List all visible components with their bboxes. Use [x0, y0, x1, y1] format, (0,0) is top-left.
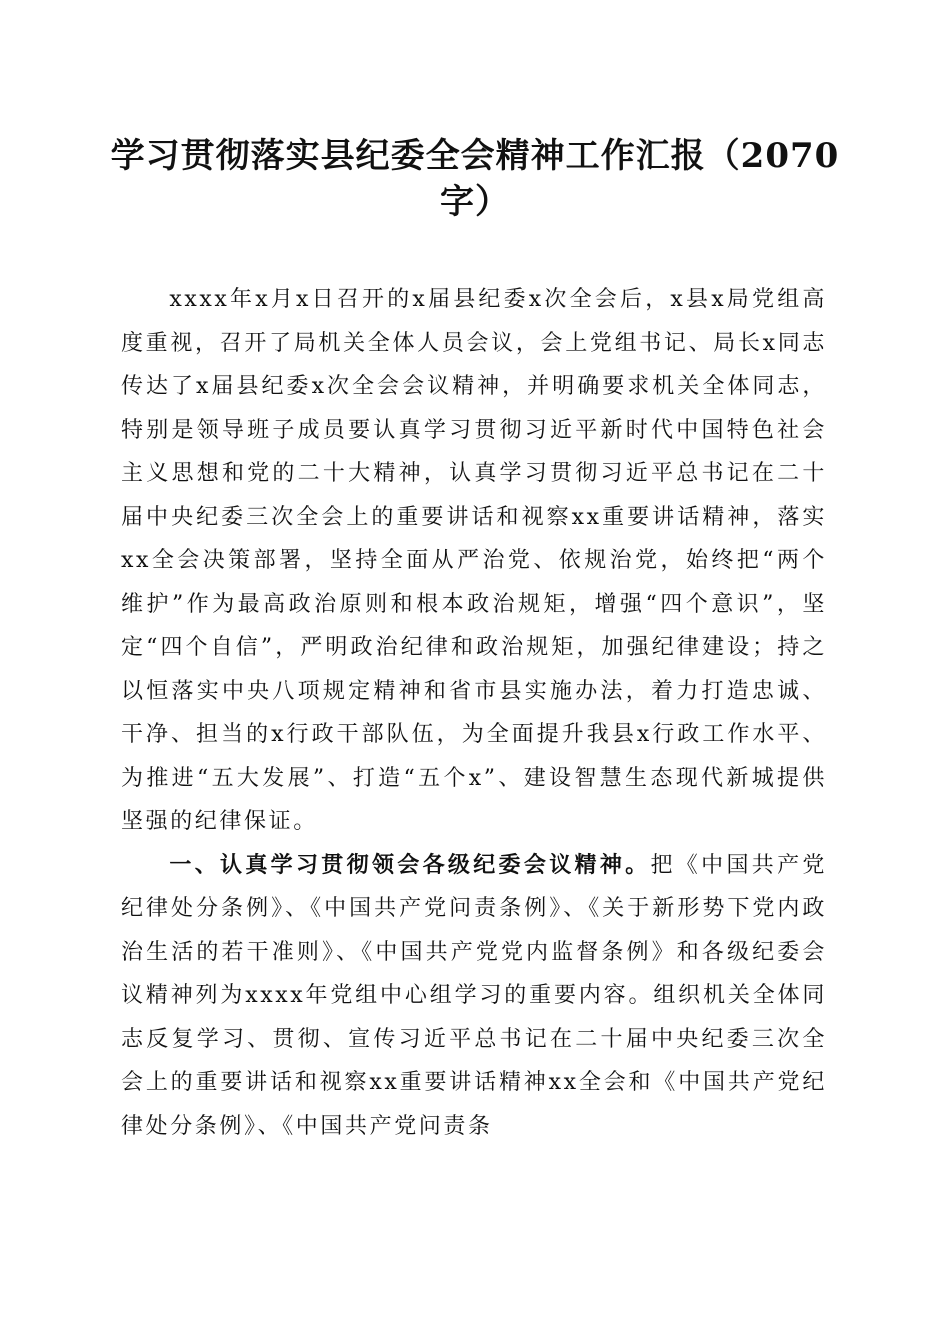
- intro-paragraph: [121, 278, 827, 844]
- document-title: 学习贯彻落实县纪委全会精神工作汇报（2070字）: [110, 136, 840, 222]
- intro-paragraph-text: xxxx年x月x日召开的x届县纪委x次全会后，x县x局党组高度重视，召开了局机关全体人员会议，会上党组书记、局长x同志传达了x届县纪委x次全会会议精神，并明确要求机关全体同志，特别是领导班子成员要认真学习贯彻习近平新时代中国特色社会主义思想和党的二十大精神，认真学习贯彻习近平总书记在二十届中央纪委三次全会上的重要讲话和视察xx重要讲话精神，落实xx全会决策部署，坚持全面从严治党、依规治党，始终把“两个维护”作为最高政治原则和根本政治规矩，增强“四个意识”，坚定“四个自信”，严明政治纪律和政治规矩，加强纪律建设；持之以恒落实中央八项规定精神和省市县实施办法，着力打造忠诚、干净、担当的x行政干部队伍，为全面提升我县x行政工作水平、为推进“五大发展”、打造“五个x”、建设智慧生态现代新城提供坚强的纪律保证。: [121, 287, 827, 834]
- section-one-heading: 一、认真学习贯彻领会各级纪委会议精神。: [169, 851, 651, 878]
- section-one-text: 把《中国共产党纪律处分条例》、《中国共产党问责条例》、《关于新形势下党内政治生活的若干准则》、《中国共产党党内监督条例》和各级纪委会议精神列为xxxx年党组中心组学习的重要内容。组织机关全体同志反复学习、贯彻、宣传习近平总书记在二十届中央纪委三次全会上的重要讲话和视察xx重要讲话精神xx全会和《中国共产党纪律处分条例》、《中国共产党问责条: [121, 852, 828, 1139]
- document-body: [121, 278, 827, 1148]
- section-one-paragraph: [121, 844, 827, 1149]
